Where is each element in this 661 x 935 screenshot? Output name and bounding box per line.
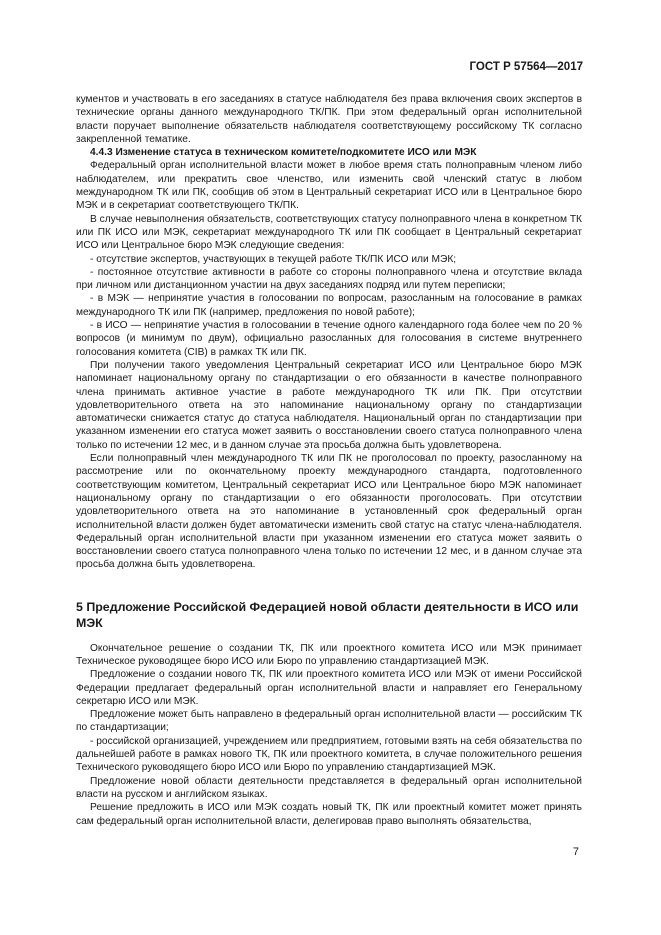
list-item: - в МЭК — непринятие участия в голосовании по вопросам, разосланным на голосование в рамках международного ТК или ПК (например, предложения по новой работе); [76, 293, 582, 318]
list-item: - в ИСО — непринятие участия в голосовании в течение одного календарного года более чем по 20 % вопросов (и минимум по двум), официально разосланных для голосования в системе внутреннего голосования комитета (CIB) в рамках ТК или ПК. [76, 320, 582, 358]
paragraph: кументов и участвовать в его заседаниях в статусе наблюдателя без права включения своих экспертов в технические органы данного международного ТК/ПК. При этом федеральный орган исполнительной власти поручает выполнение обязательств наблюдателя соответствующему российскому ТК согласно закрепленной тематике. [76, 94, 582, 145]
paragraph: Федеральный орган исполнительной власти может в любое время стать полноправным членом либо наблюдателем, или прекратить свое членство, или изменить свой членский статус в любом международном ТК или ПК, сообщив об этом в Центральный секретариат ИСО или в Центральное бюро МЭК и в секретариат соответствующего ТК/ПК. [76, 160, 582, 212]
page-number: 7 [572, 846, 579, 858]
page-body [76, 93, 582, 828]
paragraph: Окончательное решение о создании ТК, ПК или проектного комитета ИСО или МЭК принимает Техническое руководящее бюро ИСО или Бюро по управлению стандартизацией МЭК. [76, 642, 582, 667]
paragraph: Решение предложить в ИСО или МЭК создать новый ТК, ПК или проектный комитет может принять сам федеральный орган исполнительной власти, делегировав право выполнять обязательства, [76, 802, 582, 827]
paragraph: При получении такого уведомления Центральный секретариат ИСО или Центральное бюро МЭК напоминает национальному органу по стандартизации о его обязанности в качестве полноправного члена принимать активное участие в работе международного ТК или ПК. При отсутствии удовлетворительного ответа на это напоминание национальному органу по стандартизации автоматически снижается статус до статуса наблюдателя. Национальный орган по стандартизации при указанном изменении его статуса может заявить о восстановлении своего статуса полноправного члена только по истечении 12 мес, и в данном случае эта просьба должна быть удовлетворена. [76, 359, 582, 451]
list-item: - отсутствие экспертов, участвующих в текущей работе ТК/ПК ИСО или МЭК; [90, 253, 457, 265]
section-heading: 5 Предложение Российской Федерацией новой области деятельности в ИСО или МЭК [76, 599, 579, 630]
document-code: ГОСТ Р 57564—2017 [469, 61, 583, 73]
subsection-heading: 4.4.3 Изменение статуса в техническом комитете/подкомитете ИСО или МЭК [90, 147, 477, 159]
list-item: - российской организацией, учреждением или предприятием, готовыми взять на себя обязательства по дальнейшей работе в рамках нового ТК, ПК или проектного комитета, в случае положительного решения Технического руководящего бюро ИСО или Бюро по управлению стандартизацией МЭК. [76, 735, 582, 774]
paragraph: Предложение может быть направлено в федеральный орган исполнительной власти — российским ТК по стандартизации; [76, 709, 582, 734]
list-item: - постоянное отсутствие активности в работе со стороны полноправного члена и отсутствие вклада при личном или дистанционном участии на двух заседаниях подряд или путем переписки; [76, 266, 582, 292]
paragraph: Если полноправный член международного ТК или ПК не проголосовал по проекту, разосланному на рассмотрение или по окончательному проекту международного стандарта, подготовленного соответствующим комитетом, Центральный секретариат ИСО или Центральное бюро МЭК напоминает национальному органу по стандартизации о его обязанности проголосовать. При отсутствии удовлетворительного ответа на это напоминание в установленный срок федеральный орган исполнительной власти должен будет автоматически изменить свой статус на статус члена-наблюдателя. Федеральный орган исполнительной власти при указанном изменении его статуса может заявить о восстановлении своего статуса полноправного члена только по истечении 12 мес, и в данном случае эта просьба должна быть удовлетворена. [76, 453, 582, 571]
paragraph: Предложение новой области деятельности представляется в федеральный орган исполнительной власти на русском и английском языках. [76, 775, 582, 800]
paragraph: В случае невыполнения обязательств, соответствующих статусу полноправного члена в конкретном ТК или ПК ИСО или МЭК, секретариат международного ТК или ПК сообщает в Центральный секретариат ИСО или Центральное бюро МЭК следующие сведения: [76, 213, 582, 252]
paragraph: Предложение о создании нового ТК, ПК или проектного комитета ИСО или МЭК от имени Российской Федерации предлагает федеральный орган исполнительной власти и направляет его Генеральному секретарю ИСО или МЭК. [76, 669, 582, 707]
